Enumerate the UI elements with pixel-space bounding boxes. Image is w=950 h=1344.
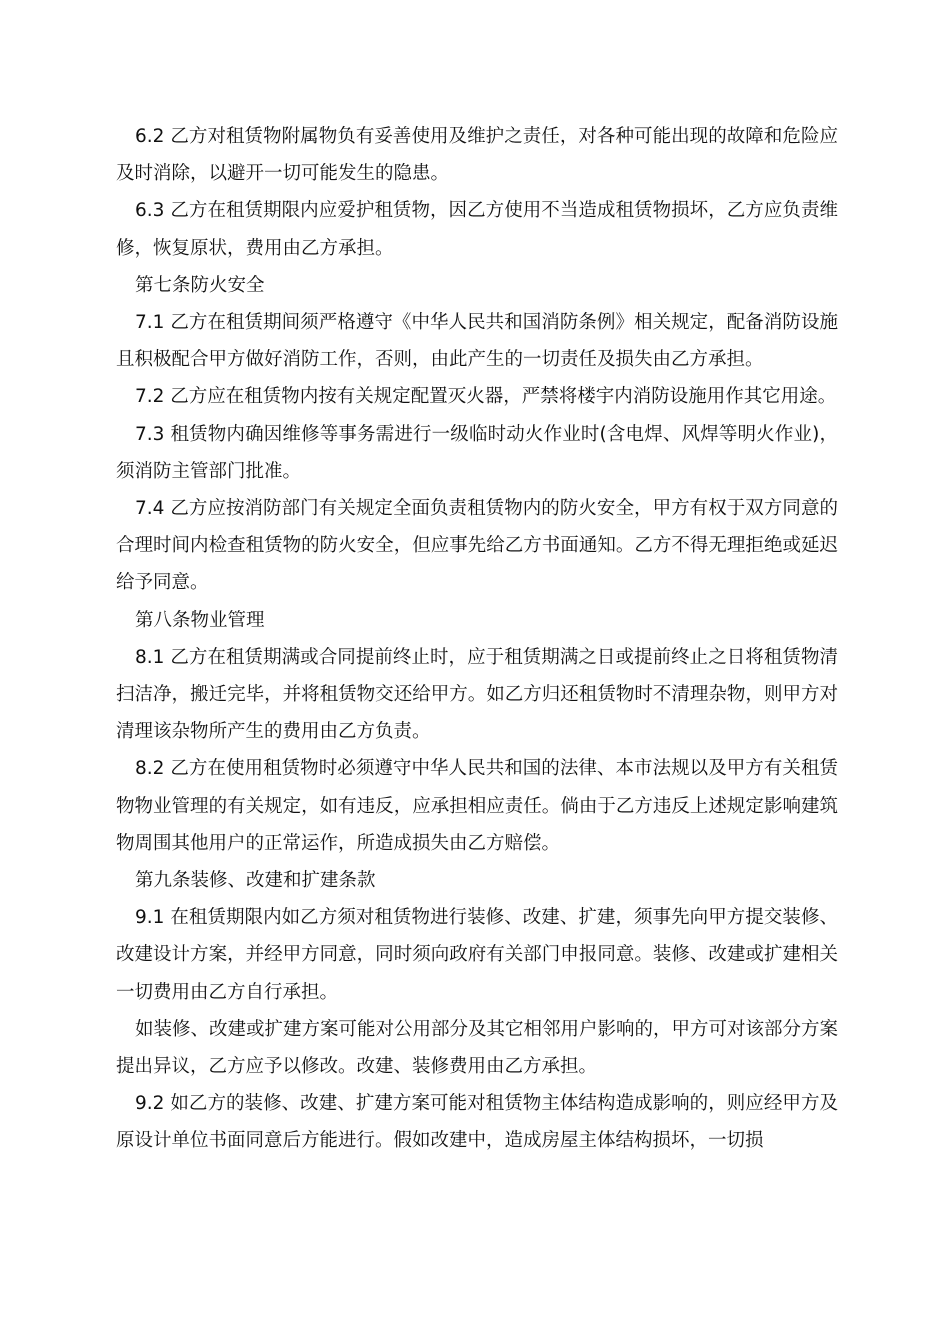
clause-9-1: 9.1 在租赁期限内如乙方须对租赁物进行装修、改建、扩建，须事先向甲方提交装修、改建设计方案，并经甲方同意，同时须向政府有关部门申报同意。装修、改建或扩建相关一切费用由乙方自行承担。 (116, 907, 838, 1003)
clause-6-2: 6.2 乙方对租赁物附属物负有妥善使用及维护之责任，对各种可能出现的故障和危险应及时消除，以避开一切可能发生的隐患。 (116, 126, 838, 185)
article-7-heading: 第七条防火安全 (135, 274, 265, 296)
article-9-heading: 第九条装修、改建和扩建条款 (135, 870, 376, 892)
clause-9-2: 9.2 如乙方的装修、改建、扩建方案可能对租赁物主体结构造成影响的，则应经甲方及原设计单位书面同意后方能进行。假如改建中，造成房屋主体结构损坏，一切损 (116, 1093, 838, 1152)
clause-7-3: 7.3 租赁物内确因维修等事务需进行一级临时动火作业时(含电焊、风焊等明火作业)，须消防主管部门批准。 (116, 423, 838, 482)
clause-7-4: 7.4 乙方应按消防部门有关规定全面负责租赁物内的防火安全，甲方有权于双方同意的合理时间内检查租赁物的防火安全，但应事先给乙方书面通知。乙方不得无理拒绝或延迟给予同意。 (116, 498, 838, 594)
clause-6-3: 6.3 乙方在租赁期限内应爱护租赁物，因乙方使用不当造成租赁物损坏，乙方应负责维修，恢复原状，费用由乙方承担。 (116, 200, 838, 259)
article-8-heading: 第八条物业管理 (135, 609, 265, 631)
clause-8-2: 8.2 乙方在使用租赁物时必须遵守中华人民共和国的法律、本市法规以及甲方有关租赁物物业管理的有关规定，如有违反，应承担相应责任。倘由于乙方违反上述规定影响建筑物周围其他用户的正常运作，所造成损失由乙方赔偿。 (116, 758, 838, 854)
clause-8-1: 8.1 乙方在租赁期满或合同提前终止时，应于租赁期满之日或提前终止之日将租赁物清扫洁净，搬迁完毕，并将租赁物交还给甲方。如乙方归还租赁物时不清理杂物，则甲方对清理该杂物所产生的费用由乙方负责。 (116, 646, 838, 743)
clause-7-2: 7.2 乙方应在租赁物内按有关规定配置灭火器，严禁将楼宇内消防设施用作其它用途。 (135, 386, 837, 408)
clause-9-1-supplement: 如装修、改建或扩建方案可能对公用部分及其它相邻用户影响的，甲方可对该部分方案提出异议，乙方应予以修改。改建、装修费用由乙方承担。 (116, 1018, 839, 1078)
clause-7-1: 7.1 乙方在租赁期间须严格遵守《中华人民共和国消防条例》相关规定，配备消防设施且积极配合甲方做好消防工作，否则，由此产生的一切责任及损失由乙方承担。 (116, 312, 838, 371)
document-body (116, 118, 838, 1160)
